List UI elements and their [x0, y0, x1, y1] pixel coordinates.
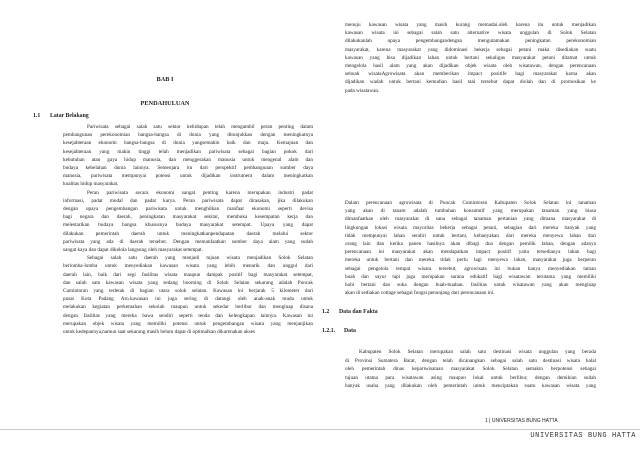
- section-title: Latar Belakang: [50, 113, 89, 119]
- body-text-line: pada wisatawan.: [345, 87, 380, 94]
- body-text-line: melakukan kegiatan perkemahan sekolah maupun untuk sekedar berlibur dan menginap disana: [63, 304, 313, 311]
- body-text-line: dilakukan pemerintah daerah untuk meningkatkanpendapatan daerah melalui sektor: [63, 230, 313, 237]
- body-text-line: pusat Kota Padang Aro.kawasan ini juga sering di datangi oleh anak-anak muda untuk: [63, 296, 313, 303]
- page-number-footer: 1 | UNIVERSITAS BUNG HATTA: [485, 418, 558, 424]
- body-text-line: yang akan di tanam adalah tumbuhan konsumtif yang merupakan tanaman yang biasa: [345, 208, 596, 215]
- body-text-line: di Provinsi Sumatera Barat, dengan telah dicanangkan sebagai salah satu destinasi wisata halal: [345, 357, 596, 364]
- section-heading-data: [322, 328, 356, 334]
- body-text-line: melestarikan budaya bangsa khususnya budaya masyarakat setempat. Upaya yang dapat: [63, 222, 313, 229]
- body-text-line: kebutuhan atau gaya hidup manusia, dan menggerakan manusia untuk mengenal alam dan: [63, 156, 313, 163]
- chapter-label: BAB I: [156, 76, 174, 83]
- section-heading-latar-belakang: [33, 113, 89, 119]
- university-banner: UNIVERSITAS BUNG HATTA: [530, 432, 636, 440]
- body-text-line: pariwisata yang ada di daerah tersebut. Dengan memanfaatkan sumber daya alam yang sudah: [63, 238, 313, 245]
- section-title: Data: [344, 328, 356, 334]
- body-text-line: budaya kebelahan dunia lainnya. Semenjara itu dari perspektif pembangunan sumber daya: [63, 165, 313, 171]
- body-text-line: banyak usaha yang dilakukan oleh pemerintah untuk menciptakan suatu kawasan wisata yang: [345, 383, 596, 390]
- body-text-line: perencanaan ini masyarakat akan mendapatkan impact positif yaitu tersedianya lahan bagi: [345, 249, 596, 256]
- body-text-line: tujuan utama para wisatawan asing maupun lokal untuk berlibur, dengan demikian sudah: [345, 374, 596, 381]
- body-text-line: buah dan sayur tapi juga merupakan sarana edukatif bagi wisatawan terutama yang memiliki: [345, 273, 596, 280]
- body-text-line: pembangunan perekonomian bangsa-bangsa di dunia yang ditunjukkan dengan meningkatnya: [63, 132, 313, 139]
- footer-divider: [0, 429, 640, 430]
- body-text-line: Peran pariwisata secara ekonomi sangat penting karena merupakan industri padat: [87, 189, 313, 196]
- body-text-line: sangat kaya dan dapat dikelola langsung oleh masyarakat setempat.: [63, 247, 203, 253]
- body-text-line: berlomba-lomba untuk menyediakan kawasan wisata yang lebih menarik dan unggul dari: [63, 263, 313, 270]
- body-text-line: hobi bertani dan suka dengan buah-buahan. fasilitas untuk wisatawan yang akan menginap: [345, 282, 596, 288]
- body-text-line: kawasan wisata ini sebagai salah satu alternative wisata unggulan di Solok Selatan: [345, 30, 596, 37]
- chapter-title: PENDAHULUAN: [140, 100, 190, 107]
- body-text-line: kawasan yang bisa dijadikan lahan untuk bertani sekaligus masyarakat petani ditamat untuk: [345, 54, 596, 61]
- body-text-line: untuk kedepannya,namun saat sekarang masih belum dapat di optimalkan dikarenakan akses: [63, 329, 256, 335]
- body-text-line: tidak mempunyai lahan sendiri untuk bertani, kebanyakan dari mereka menyewa lahan dari: [345, 232, 596, 239]
- body-text-line: Sebagai salah satu daerah yang menjadi tujuan wisata menjadikan Solok Selatan: [87, 255, 313, 262]
- section-heading-data-dan-fakta: [322, 309, 378, 315]
- body-text-line: lingkungan lokasi wisata mayoritas bekerja sebagai petani, sebagian dari mereka banyak yang: [345, 224, 596, 231]
- body-text-line: Dalam perencanaan agrowisata di Puncak Cumintoran Kabupaten Solok Selatan ini tanaman: [345, 200, 596, 206]
- section-title: Data dan Fakta: [339, 309, 378, 315]
- body-text-line: mereka untuk bertani dan mereka tidak perlu lagi menyewa lahan, masyarakat juga berperan: [345, 257, 596, 264]
- body-text-line: sebagai pengelola tempat wisata tersebut, agrowisata ini bukan hanya menyediakan taman: [345, 265, 596, 272]
- section-number: 1.1: [33, 113, 41, 119]
- body-text-line: masyarakat, karena masyarakat yang didominasi bekerja sebagai petani maka disediakan suatu: [345, 46, 596, 53]
- body-text-line: merupakan objek wisata yang memiliki potensi untuk pengembangan wisata yang menjanjikan: [63, 320, 313, 327]
- body-text-line: dengan fasilitas yang mereka bawa sendiri seperti tenda dan kelengkapan lainnya. Kawasan ini: [63, 312, 313, 319]
- body-text-line: orang lain dan ketika panen hasilnya akan dibagi dua dengan pemilik lahan, dengan adanya: [345, 241, 596, 247]
- body-text-line: sebuah wisataAgrowisata akan memberikan impact positife bagi masyarakat karna akan: [345, 71, 596, 78]
- section-number: 1.2: [322, 309, 330, 315]
- body-text-line: Cumintoran yang terletak di bagian utara solok selatan. Kawasan ini berjarak 5 kilometer dari: [63, 288, 313, 294]
- body-text-line: dengan upaya pengembangan pariwisata untuk menghilkan manfaat ekonomi seperti devisa: [63, 206, 313, 212]
- body-text-line: oleh pemerintah dinas kepariwisataan masyarakat Solok Selatan semakin berpotensi sebagai: [345, 366, 596, 373]
- body-text-line: kualitas hidup masyarakat.: [63, 181, 119, 188]
- body-text-line: dijadikan wadah untuk bertani kemudian hasil tani tersebut dapat diolah dan di promosikan ke: [345, 79, 596, 86]
- body-text-line: manusia, pariwisata mempunyai potensi untuk dijadikan instrument dalam meningkatkan: [63, 173, 313, 180]
- body-text-line: kesejahteraan yang makin tinggi telah menjadikan pariwisata sebagai bagian pokok dari: [63, 148, 313, 155]
- body-text-line: menuju kawasan wisata yang masih kurang memadai.oleh karena itu untuk menjadikan: [345, 22, 596, 28]
- body-text-line: daerah lain, baik dari segi fasilitas wisata maupun dampak positif bagi masyarakat setempat,: [63, 271, 313, 278]
- body-text-line: dimanfaatkan oleh masyarakat di sana sebagai tanaman pertanian yang dimana masyarakat di: [345, 216, 596, 223]
- body-text-line: kesejahteraan ekonomi bangsa-bangsa di dunia yangsemakin baik dan maju. Kemajuan dan: [63, 140, 313, 147]
- section-number: 1.2.1.: [322, 328, 336, 334]
- body-text-line: bagi negara dan daerah, peningkatan masyarakat sekitar, membuka kesempatan kerja dan: [63, 214, 313, 221]
- body-text-line: dilakukanlah upaya pengembangandengan mengutamakan peningkatan perekonomian: [345, 38, 596, 45]
- body-text-line: Pariwisata sebagai salah satu sektor kehidupan telah mengambil peran penting dalam: [87, 124, 313, 130]
- body-text-line: Kabupaten Solok Selatan merupakan salah satu destinasi wisata unggulan yang berada: [359, 349, 596, 355]
- body-text-line: akan di sediakan cottage sebagai fungsi penunjang dari perencanaan ini.: [345, 290, 495, 297]
- body-text-line: informasi, padat modal dan padat karya. Peran pariwisata dapat dirasakan, jika dilakukan: [63, 197, 313, 204]
- body-text-line: dan salah satu kawasan wisata yang sedang booming di Solok Selatan sekarang adalah Puncak: [63, 279, 313, 286]
- body-text-line: mengelola hasil alam yang akan dijadikan objek wisata oleh wisatawan, dengan perencanaan: [345, 63, 596, 69]
